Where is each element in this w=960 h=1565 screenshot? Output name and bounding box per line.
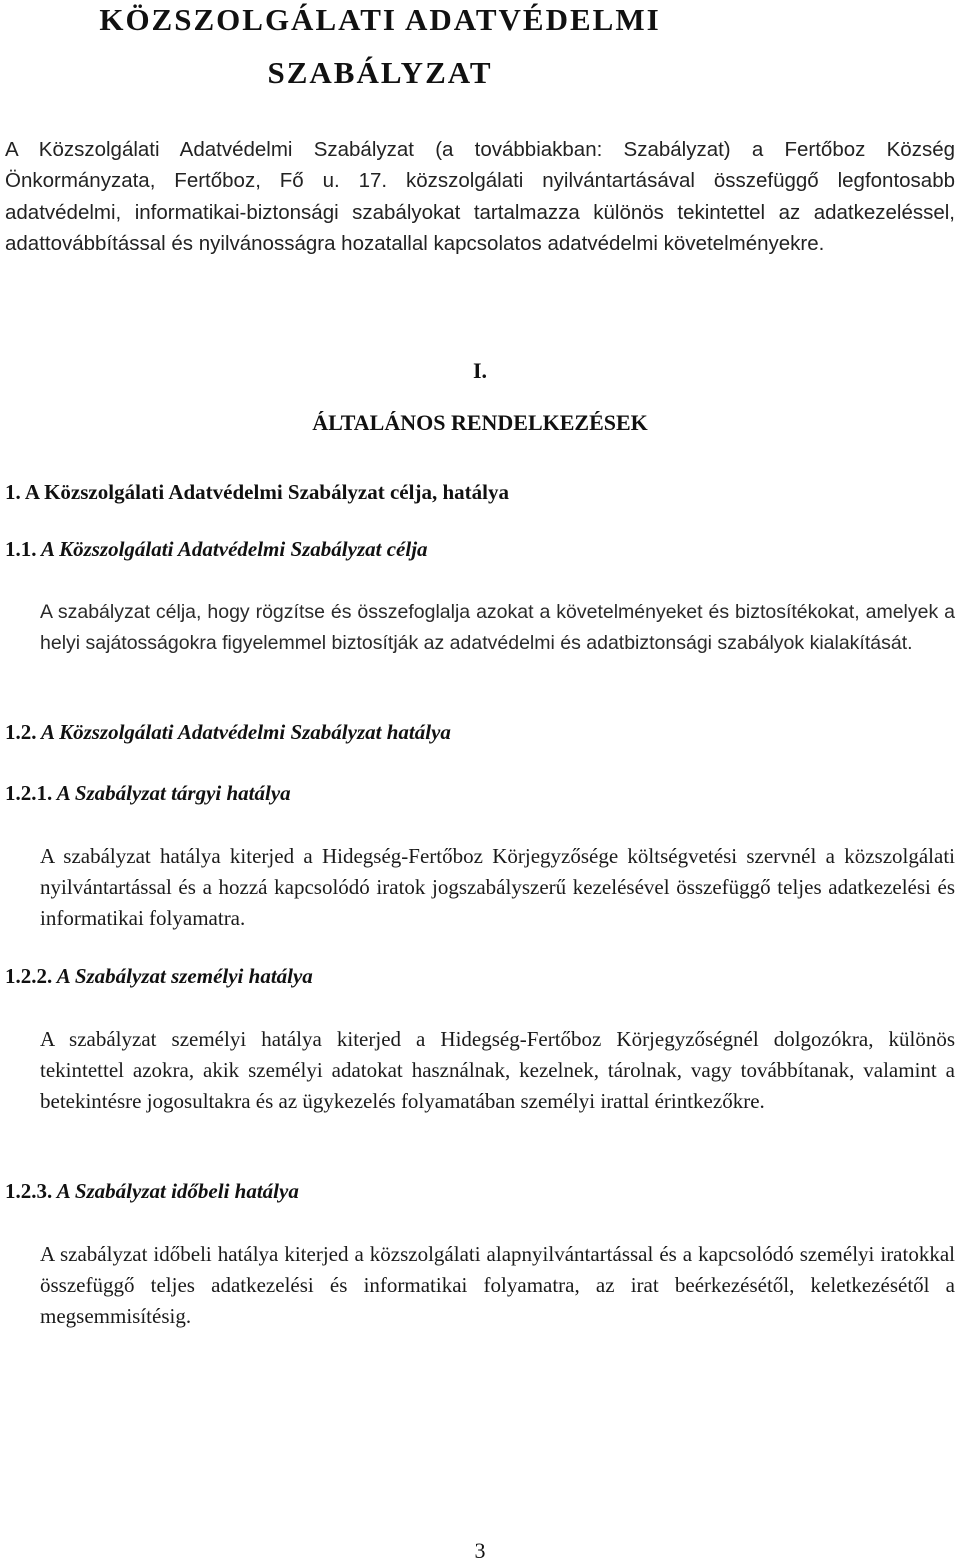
paragraph-1-2-3: A szabályzat időbeli hatálya kiterjed a közszolgálati alapnyilvántartással és a kapcsolódó személyi iratokkal összefüggő teljes adatkezelési és informatikai folyamatra, az irat beérkezésétől, keletkezésétől a megsemmisítésig. (40, 1242, 955, 1328)
subsection-number: 1.2. (5, 720, 37, 744)
subsection-number: 1.2.1. (5, 781, 53, 805)
subsection-heading-1-2-2 (5, 964, 313, 989)
subsection-number: 1.2.3. (5, 1179, 53, 1203)
subsection-title: A Szabályzat időbeli hatálya (52, 1179, 299, 1203)
subsection-heading-1-2-3 (5, 1179, 299, 1204)
page-number: 3 (474, 1538, 486, 1563)
intro-paragraph: A Közszolgálati Adatvédelmi Szabályzat (a továbbiakban: Szabályzat) a Fertőboz Község Önkormányzata, Fertőboz, Fő u. 17. közszolgálati nyilvántartásával összefüggő legfontosabb adatvédelmi, informatikai-biztonsági szabályokat tartalmazza különös tekintettel az adatkezeléssel, adattovábbítással és nyilvánosságra hozatallal kapcsolatos adatvédelmi követelményekre. (5, 138, 955, 255)
chapter-title: ÁLTALÁNOS RENDELKEZÉSEK (312, 410, 648, 435)
chapter-number: I. (472, 358, 488, 383)
paragraph-1-2-2: A szabályzat személyi hatálya kiterjed a Hidegség-Fertőboz Körjegyzőségnél dolgozókra, különös tekintettel azokra, akik személyi adatokat használnak, kezelnek, tárolnak, vagy továbbítanak, valamint a betekintésre jogosultakra és az ügykezelés folyamatában személyi irattal érintkezőkre. (40, 1027, 955, 1113)
subsection-title: A Közszolgálati Adatvédelmi Szabályzat hatálya (36, 720, 451, 744)
subsection-heading-1-1 (5, 537, 428, 562)
subsection-title: A Szabályzat személyi hatálya (52, 964, 313, 988)
subsection-number: 1.2.2. (5, 964, 53, 988)
subsection-title: A Szabályzat tárgyi hatálya (52, 781, 291, 805)
document-title-line2: SZABÁLYZAT (267, 55, 493, 90)
paragraph-1-2-1: A szabályzat hatálya kiterjed a Hidegség-Fertőboz Körjegyzősége költségvetési szervnél a közszolgálati nyilvántartással és a hozzá kapcsolódó iratok jogszabályszerű kezelésével összefüggő teljes adatkezelési és informatikai folyamatra. (40, 844, 955, 930)
subsection-heading-1-2 (5, 720, 451, 745)
subsection-title: A Közszolgálati Adatvédelmi Szabályzat célja (36, 537, 428, 561)
subsection-number: 1.1. (5, 537, 37, 561)
subsection-heading-1-2-1 (5, 781, 291, 806)
document-title-line1: KÖZSZOLGÁLATI ADATVÉDELMI (99, 2, 661, 37)
section-heading-1: 1. A Közszolgálati Adatvédelmi Szabályzat célja, hatálya (5, 480, 509, 504)
paragraph-1-1: A szabályzat célja, hogy rögzítse és összefoglalja azokat a követelményeket és biztosítékokat, amelyek a helyi sajátosságokra figyelemmel biztosítják az adatvédelmi és adatbiztonsági szabályok kialakítását. (40, 601, 955, 654)
